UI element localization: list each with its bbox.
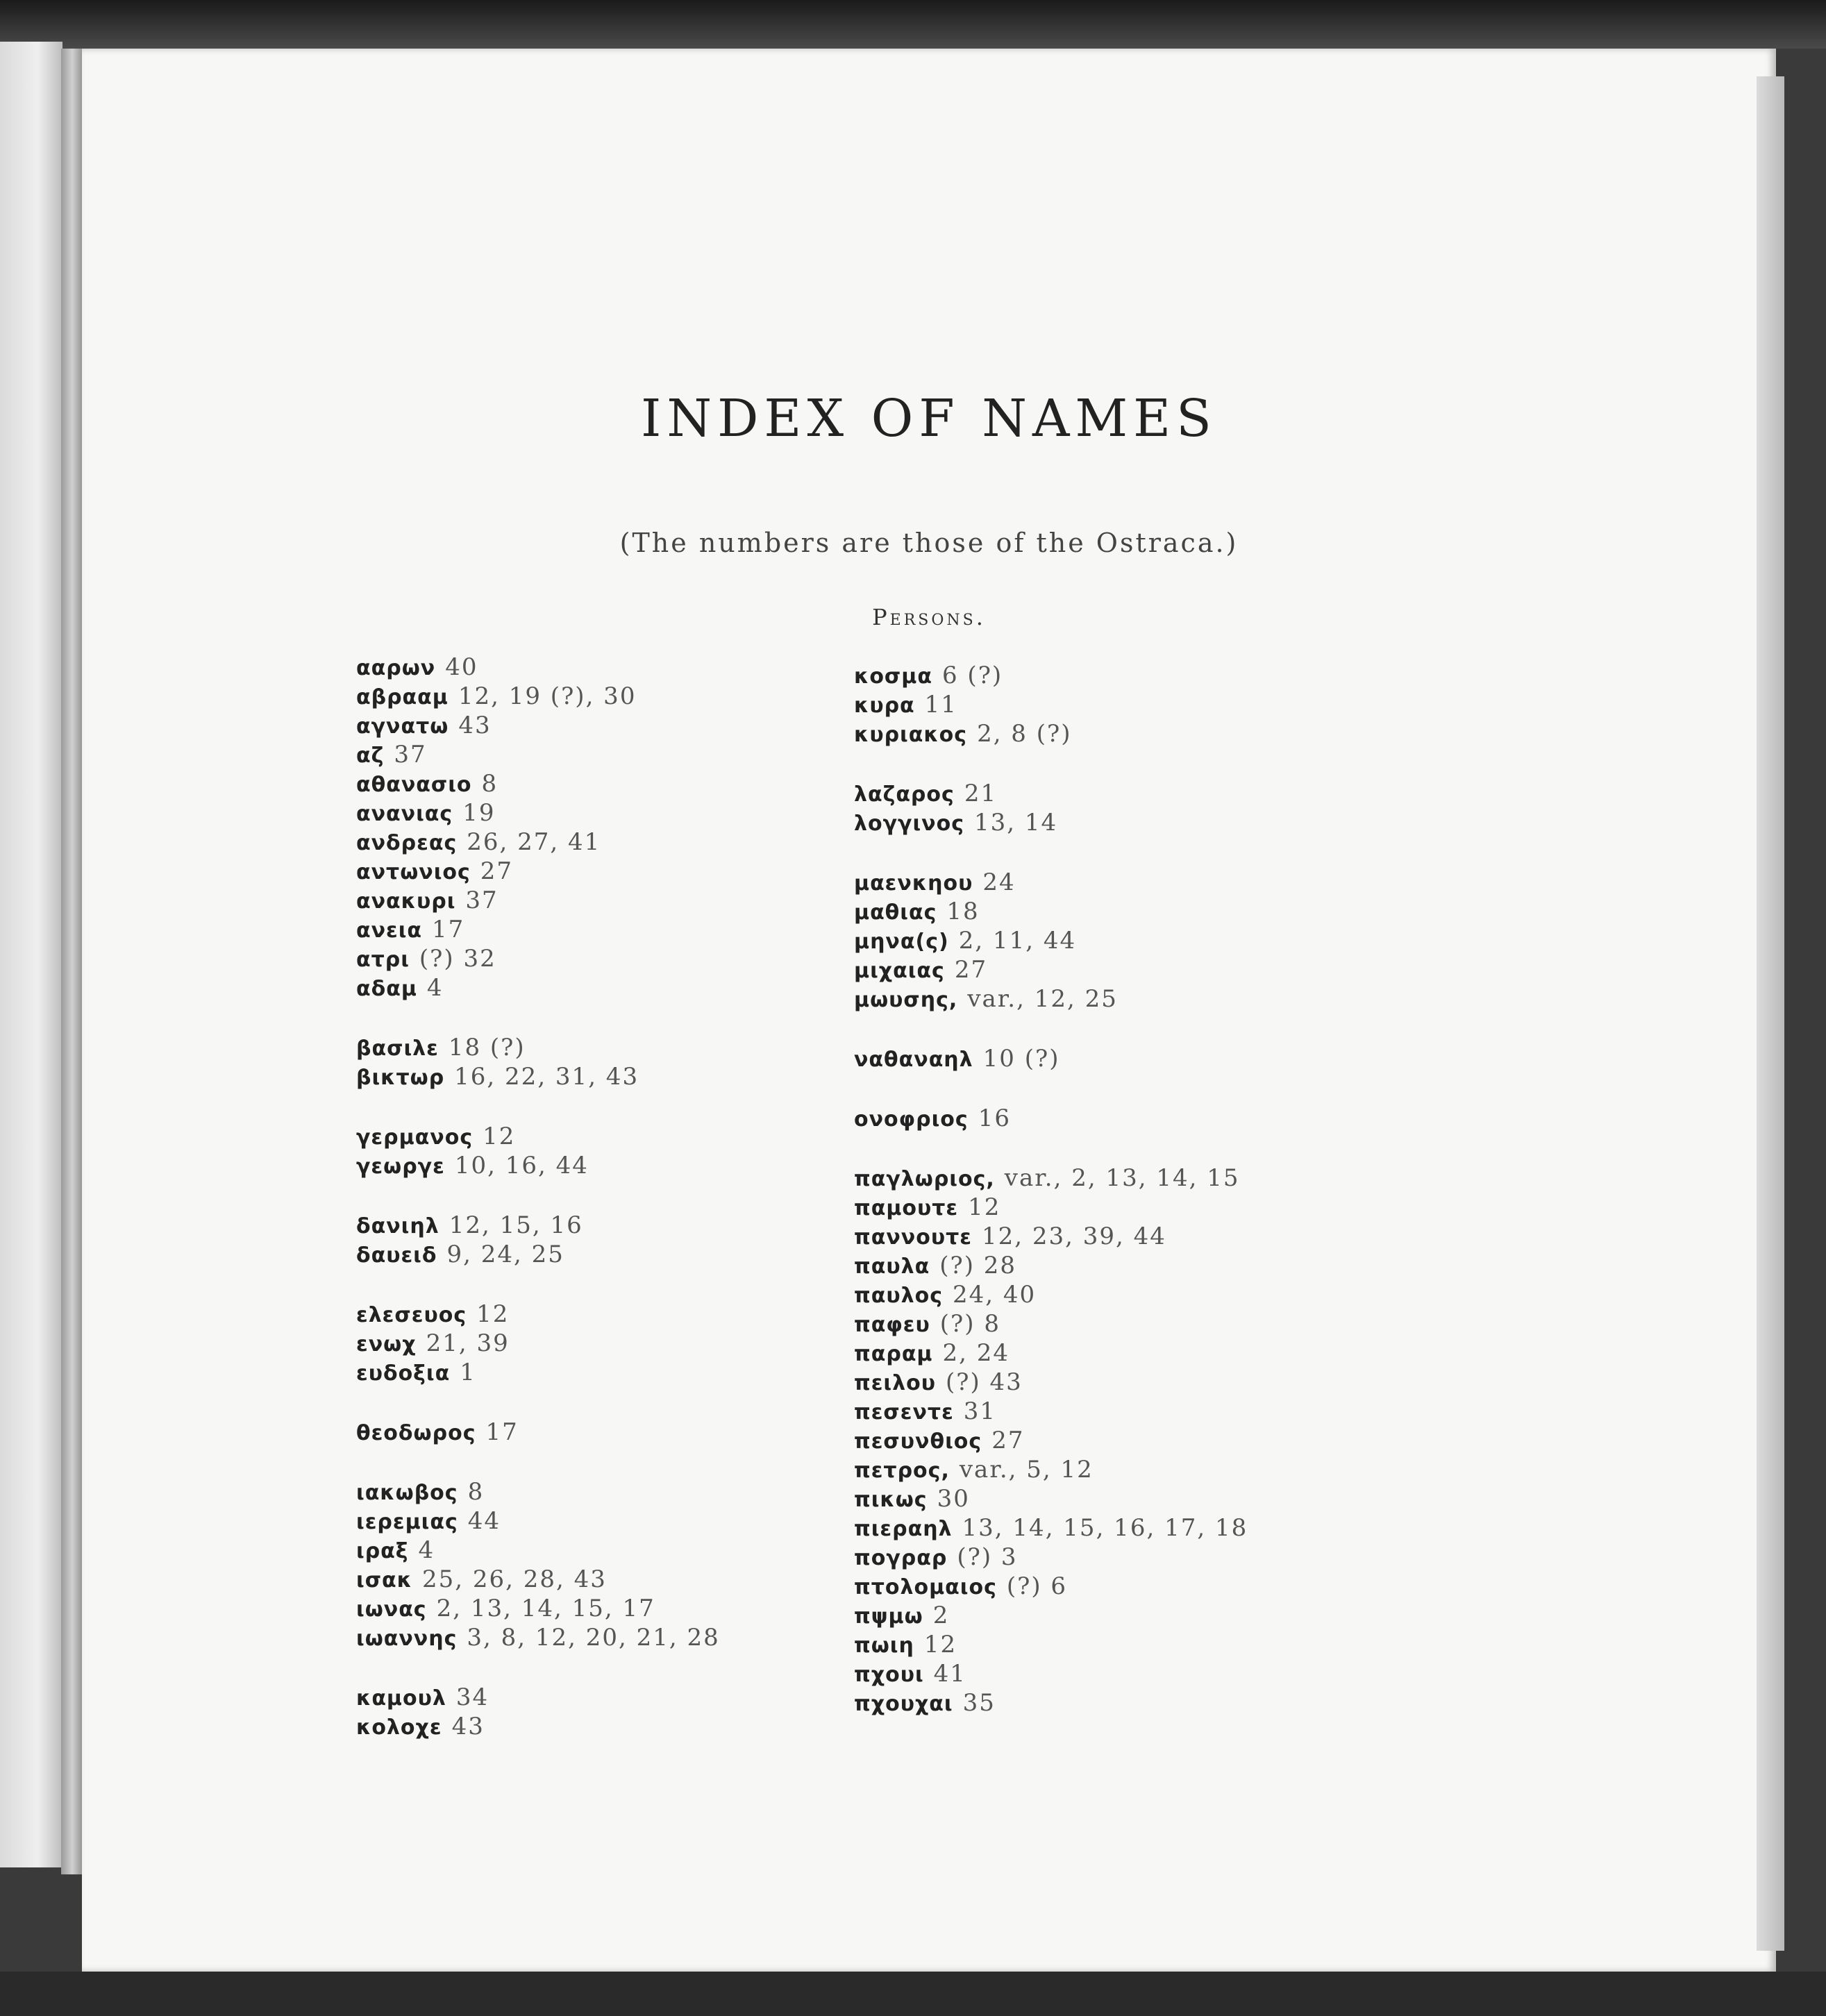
index-entry bbox=[854, 1426, 1396, 1455]
entry-references: (?) 6 bbox=[1006, 1572, 1068, 1600]
index-entry bbox=[854, 926, 1396, 955]
index-entry bbox=[854, 1572, 1396, 1601]
entry-name: δαυειδ bbox=[356, 1243, 437, 1268]
entry-name: βασιλε bbox=[356, 1036, 439, 1061]
entry-references: 31 bbox=[963, 1397, 997, 1425]
entry-references: 2, 8 (?) bbox=[977, 720, 1072, 748]
entry-name: ελεσευος bbox=[356, 1303, 467, 1327]
index-entry bbox=[854, 719, 1396, 748]
section-heading-persons: Persons. bbox=[872, 604, 986, 630]
entry-name: κοσμα bbox=[854, 664, 932, 689]
index-entry bbox=[854, 1455, 1396, 1484]
entry-references: 2 bbox=[932, 1602, 950, 1629]
entry-references: 18 (?) bbox=[448, 1034, 526, 1061]
entry-name: παραμ bbox=[854, 1342, 933, 1366]
entry-references: 10 (?) bbox=[982, 1045, 1060, 1073]
entry-references: (?) 28 bbox=[939, 1252, 1017, 1279]
entry-references: 4 bbox=[426, 974, 444, 1002]
index-entry bbox=[356, 1418, 898, 1447]
entry-name: παννουτε bbox=[854, 1225, 972, 1250]
index-column-left bbox=[356, 653, 898, 1741]
index-entry bbox=[854, 1630, 1396, 1659]
entry-name: μαθιας bbox=[854, 900, 937, 925]
entry-name: αγνατω bbox=[356, 714, 449, 739]
entry-name: παφευ bbox=[854, 1313, 930, 1337]
entry-references: 19 bbox=[462, 799, 496, 827]
page-fore-edge bbox=[1757, 76, 1784, 1951]
scan-border-bottom bbox=[0, 1972, 1826, 2016]
entry-name: ιακωβος bbox=[356, 1481, 458, 1505]
entry-references: 21 bbox=[964, 780, 998, 807]
index-entry bbox=[854, 1193, 1396, 1222]
index-entry bbox=[356, 1623, 898, 1652]
entry-name: ανεια bbox=[356, 918, 423, 943]
index-entry bbox=[854, 1309, 1396, 1338]
entry-name: πεσεντε bbox=[854, 1400, 954, 1425]
entry-references: (?) 3 bbox=[957, 1543, 1018, 1571]
entry-name: πχουχαι bbox=[854, 1692, 953, 1716]
index-entry bbox=[356, 1536, 898, 1565]
entry-references: 27 bbox=[991, 1427, 1025, 1454]
entry-references: var., 12, 25 bbox=[967, 985, 1118, 1013]
entry-references: 26, 27, 41 bbox=[467, 828, 601, 856]
index-entry bbox=[854, 1484, 1396, 1513]
index-entry bbox=[854, 1688, 1396, 1717]
index-entry bbox=[356, 1594, 898, 1623]
entry-name: πωιη bbox=[854, 1633, 914, 1658]
entry-name: παγλωριος, bbox=[854, 1167, 995, 1191]
index-entry bbox=[356, 798, 898, 828]
entry-references: 13, 14, 15, 16, 17, 18 bbox=[962, 1514, 1248, 1542]
entry-name: ανανιας bbox=[356, 802, 453, 826]
entry-name: κυρα bbox=[854, 694, 915, 718]
entry-references: 12, 23, 39, 44 bbox=[981, 1223, 1166, 1250]
entry-name: πειλου bbox=[854, 1371, 936, 1395]
entry-references: 37 bbox=[465, 887, 499, 914]
entry-references: 12 bbox=[483, 1123, 516, 1150]
index-entry bbox=[854, 1397, 1396, 1426]
index-entry bbox=[356, 1329, 898, 1358]
entry-references: 8 bbox=[481, 770, 499, 798]
entry-name: γεωργε bbox=[356, 1154, 445, 1179]
index-entry bbox=[854, 897, 1396, 926]
entry-name: λαζαρος bbox=[854, 782, 955, 807]
entry-references: var., 2, 13, 14, 15 bbox=[1004, 1164, 1240, 1192]
entry-references: 25, 26, 28, 43 bbox=[421, 1565, 607, 1593]
index-entry bbox=[356, 828, 898, 857]
entry-references: 3, 8, 12, 20, 21, 28 bbox=[467, 1624, 720, 1652]
index-entry bbox=[356, 682, 898, 711]
entry-references: 1 bbox=[460, 1359, 476, 1386]
entry-references: 27 bbox=[480, 857, 514, 885]
entry-name: ευδοξια bbox=[356, 1361, 451, 1386]
entry-references: 34 bbox=[455, 1683, 489, 1711]
index-entry bbox=[356, 653, 898, 682]
entry-references: 16, 22, 31, 43 bbox=[454, 1063, 639, 1091]
entry-name: αθανασιο bbox=[356, 773, 472, 797]
entry-name: θεοδωρος bbox=[356, 1421, 476, 1445]
entry-references: 18 bbox=[946, 898, 980, 925]
index-entry bbox=[854, 1164, 1396, 1193]
entry-name: γερμανος bbox=[356, 1125, 474, 1150]
entry-name: βικτωρ bbox=[356, 1066, 445, 1090]
entry-references: 37 bbox=[394, 741, 427, 768]
entry-name: αδαμ bbox=[356, 977, 417, 1001]
entry-name: ανακυρι bbox=[356, 889, 456, 914]
index-entry bbox=[356, 711, 898, 740]
entry-name: καμουλ bbox=[356, 1686, 446, 1711]
index-column-right bbox=[854, 661, 1396, 1717]
entry-references: 27 bbox=[954, 956, 988, 984]
page-subtitle: (The numbers are those of the Ostraca.) bbox=[619, 528, 1239, 558]
entry-references: 9, 24, 25 bbox=[446, 1241, 564, 1268]
index-entry bbox=[854, 1601, 1396, 1630]
index-entry bbox=[356, 1240, 898, 1269]
entry-name: μαενκηου bbox=[854, 871, 973, 896]
entry-references: 10, 16, 44 bbox=[454, 1152, 589, 1179]
entry-name: κολοχε bbox=[356, 1715, 442, 1740]
entry-name: πχουι bbox=[854, 1663, 924, 1687]
index-entry bbox=[854, 1513, 1396, 1543]
index-entry bbox=[356, 1712, 898, 1741]
index-entry bbox=[356, 973, 898, 1002]
entry-references: 17 bbox=[432, 916, 465, 943]
entry-name: ονοφριος bbox=[854, 1107, 969, 1132]
entry-references: 17 bbox=[485, 1418, 519, 1446]
entry-name: ιωνας bbox=[356, 1597, 427, 1622]
index-entry bbox=[854, 1280, 1396, 1309]
entry-name: μηνα(ς) bbox=[854, 930, 949, 954]
entry-name: ιερεμιας bbox=[356, 1510, 458, 1534]
entry-references: 11 bbox=[924, 691, 957, 719]
entry-references: 30 bbox=[937, 1485, 970, 1513]
index-entry bbox=[356, 1683, 898, 1712]
index-entry bbox=[854, 808, 1396, 837]
entry-references: var., 5, 12 bbox=[959, 1456, 1094, 1484]
entry-name: κυριακος bbox=[854, 723, 968, 747]
entry-references: 2, 11, 44 bbox=[958, 927, 1077, 955]
entry-references: 16 bbox=[978, 1104, 1011, 1132]
index-entry bbox=[356, 1506, 898, 1536]
entry-name: πεσυνθιος bbox=[854, 1429, 982, 1454]
index-entry bbox=[356, 1151, 898, 1180]
entry-name: μωυσης, bbox=[854, 988, 958, 1012]
index-entry bbox=[854, 1543, 1396, 1572]
entry-references: 2, 13, 14, 15, 17 bbox=[436, 1595, 655, 1622]
index-entry bbox=[356, 769, 898, 798]
entry-name: αζ bbox=[356, 744, 385, 768]
entry-name: δανιηλ bbox=[356, 1214, 439, 1238]
entry-references: 43 bbox=[451, 1713, 485, 1740]
index-entry bbox=[854, 690, 1396, 719]
index-entry bbox=[356, 1358, 898, 1387]
index-entry bbox=[356, 1565, 898, 1594]
entry-name: ιραξ bbox=[356, 1539, 409, 1563]
page-title: INDEX OF NAMES bbox=[641, 389, 1217, 448]
index-entry bbox=[854, 1368, 1396, 1397]
entry-references: 12 bbox=[476, 1300, 510, 1328]
entry-name: πογραρ bbox=[854, 1546, 948, 1570]
entry-references: 24 bbox=[982, 868, 1016, 896]
entry-references: 41 bbox=[933, 1660, 966, 1688]
entry-references: 13, 14 bbox=[973, 809, 1058, 837]
entry-references: 21, 39 bbox=[426, 1329, 510, 1357]
index-entry bbox=[356, 1477, 898, 1506]
index-entry bbox=[854, 1222, 1396, 1251]
index-entry bbox=[356, 886, 898, 915]
entry-references: 12, 15, 16 bbox=[449, 1211, 583, 1239]
index-entry bbox=[356, 1211, 898, 1240]
facing-page-edge bbox=[0, 42, 62, 1867]
entry-name: ισακ bbox=[356, 1568, 412, 1593]
index-entry bbox=[854, 1044, 1396, 1073]
index-entry bbox=[854, 1659, 1396, 1688]
entry-name: πτολομαιος bbox=[854, 1575, 997, 1599]
entry-name: παμουτε bbox=[854, 1196, 959, 1220]
index-entry bbox=[854, 955, 1396, 984]
entry-references: 24, 40 bbox=[952, 1281, 1037, 1309]
index-entry bbox=[854, 1104, 1396, 1133]
entry-references: (?) 43 bbox=[945, 1368, 1023, 1396]
entry-references: 6 (?) bbox=[941, 662, 1003, 689]
entry-references: 44 bbox=[467, 1507, 501, 1535]
entry-name: πιεραηλ bbox=[854, 1517, 953, 1541]
index-page bbox=[82, 49, 1776, 1972]
entry-references: 12, 19 (?), 30 bbox=[458, 682, 637, 710]
entry-name: πετρος, bbox=[854, 1459, 950, 1483]
entry-references: 43 bbox=[458, 712, 492, 739]
entry-name: πψμω bbox=[854, 1604, 923, 1629]
entry-name: μιχαιας bbox=[854, 959, 945, 983]
entry-name: παυλα bbox=[854, 1254, 930, 1279]
index-entry bbox=[356, 915, 898, 944]
index-entry bbox=[854, 1338, 1396, 1368]
index-entry bbox=[854, 661, 1396, 690]
entry-references: 40 bbox=[445, 653, 478, 681]
entry-name: ανδρεας bbox=[356, 831, 458, 855]
entry-name: αντωνιος bbox=[356, 860, 471, 884]
entry-name: πικως bbox=[854, 1488, 928, 1512]
index-entry bbox=[356, 740, 898, 769]
index-entry bbox=[356, 857, 898, 886]
index-entry bbox=[854, 868, 1396, 897]
entry-name: αβρααμ bbox=[356, 685, 449, 709]
entry-name: ιωαννης bbox=[356, 1627, 458, 1651]
index-entry bbox=[854, 779, 1396, 808]
entry-name: ναθαναηλ bbox=[854, 1048, 973, 1072]
book-gutter bbox=[61, 49, 83, 1874]
entry-name: παυλος bbox=[854, 1284, 943, 1308]
entry-name: ααρων bbox=[356, 656, 436, 680]
index-entry bbox=[854, 984, 1396, 1014]
entry-references: 2, 24 bbox=[942, 1339, 1010, 1367]
entry-name: ενωχ bbox=[356, 1332, 417, 1356]
entry-references: (?) 32 bbox=[419, 945, 496, 973]
scan-border-top bbox=[0, 0, 1826, 49]
entry-references: 35 bbox=[962, 1689, 996, 1717]
index-entry bbox=[356, 1300, 898, 1329]
index-entry bbox=[854, 1251, 1396, 1280]
index-entry bbox=[356, 1033, 898, 1062]
index-entry bbox=[356, 944, 898, 973]
entry-references: 12 bbox=[968, 1193, 1001, 1221]
index-entry bbox=[356, 1122, 898, 1151]
entry-name: ατρι bbox=[356, 948, 410, 972]
entry-references: 4 bbox=[418, 1536, 435, 1564]
entry-references: 12 bbox=[923, 1631, 957, 1658]
entry-name: λογγινος bbox=[854, 812, 964, 836]
entry-references: 8 bbox=[467, 1478, 485, 1506]
entry-references: (?) 8 bbox=[939, 1310, 1000, 1338]
index-entry bbox=[356, 1062, 898, 1091]
